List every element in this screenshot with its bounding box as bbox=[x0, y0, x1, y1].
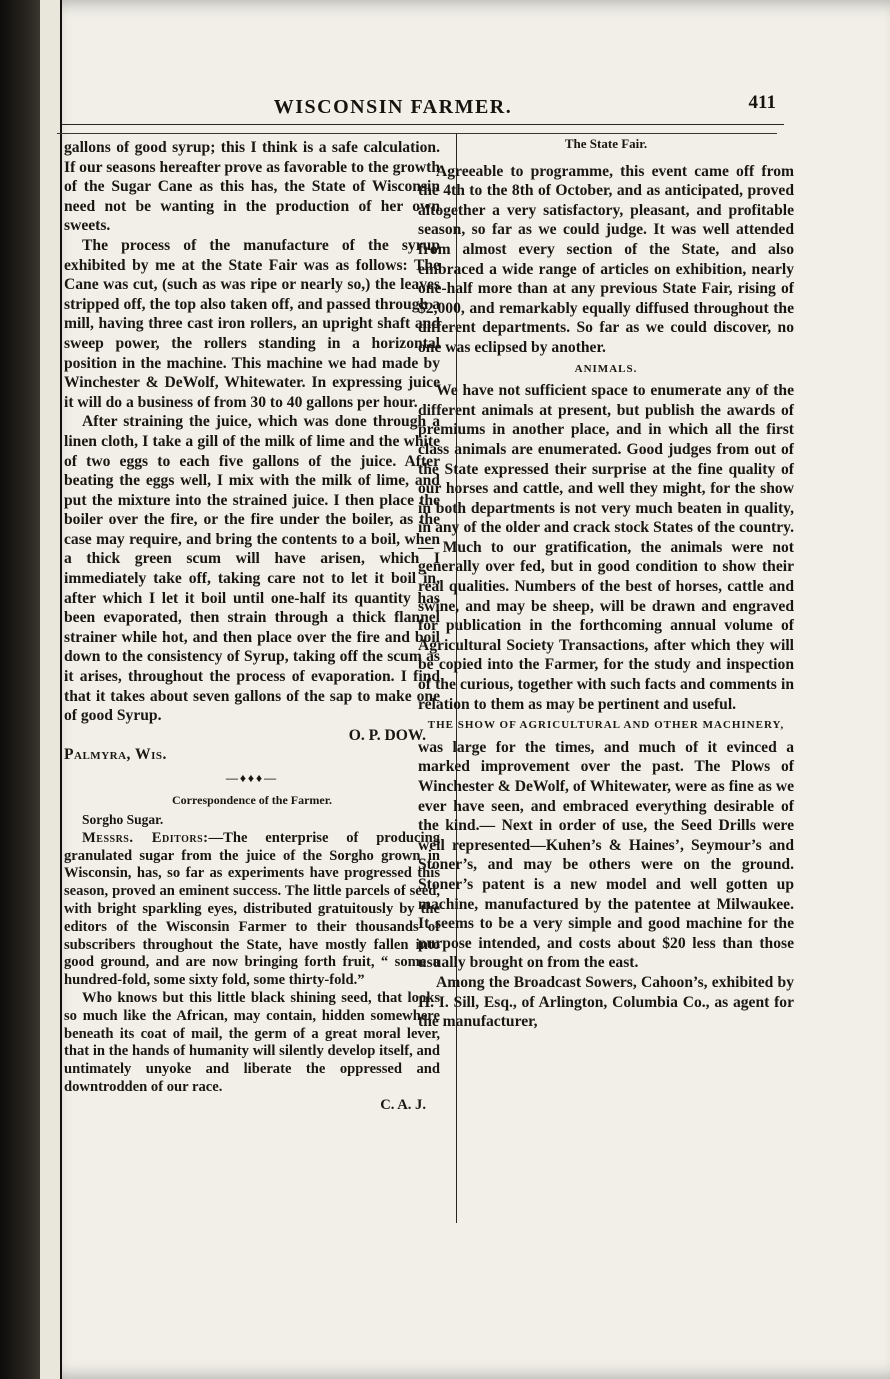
running-head: WISCONSIN FARMER. bbox=[273, 96, 513, 118]
right-column bbox=[418, 134, 794, 1032]
paragraph: Who knows but this little black shining seed, that looks so much like the African, may contain, hidden somewhere beneath its coat of mail, the germ of a great moral lever, that in the hands of humanity will silently develop itself, and untimately unyoke and liberate the oppressed and downtrodden of our race. bbox=[64, 989, 440, 1095]
paragraph: After straining the juice, which was done through a linen cloth, I take a gill of the milk of lime and the white of two eggs to each five gallons of the juice. After beating the eggs well, I mix with the milk of lime, and put the mixture into the strained juice. I then place the boiler over the fire, or the fire under the boiler, as the case may require, and bring the contents to a boil, when a thick green scum will have arisen, which I immediately take off, taking care not to let it boil in, after which I let it boil until one-half its quantity has been evaporated, then strain through a thick flannel strainer while hot, and then place over the fire and boil down to the consistency of Syrup, taking off the scum as it arises, throughout the process of evaporation. I find that it takes about seven gallons of the sap to make one of good Syrup. bbox=[64, 413, 440, 725]
paragraph: The process of the manufacture of the syrup exhibited by me at the State Fair was as follows: The Cane was cut, (such as was ripe or nearly so,) the leaves stripped off, the top also taken off, and passed through a mill, having three cast iron rollers, an upright shaft and sweep power, the rollers standing in a horizontal position in the machine. This machine we had made by Winchester & DeWolf, Whitewater. In expressing juice it will do a business of from 30 to 40 gallons per hour. bbox=[64, 236, 440, 411]
salutation: Messrs. Editors: bbox=[82, 829, 209, 846]
paragraph: Agreeable to programme, this event came off from the 4th to the 8th of October, and as anticipated, proved altogether a very satisfactory, pleasant, and profitable season, so far as we could judge. It was well attended from almost every section of the State, and also embraced a wide range of articles on exhibition, nearly one-half more than at any previous State Fair, rising of $2,000, and remarkably equally diffused throughout the different departments. So far as we could discover, no one was eclipsed by another. bbox=[418, 162, 794, 356]
signature: O. P. DOW. bbox=[348, 726, 426, 744]
signature: C. A. J. bbox=[380, 1096, 426, 1113]
paragraph: We have not sufficient space to enumerate any of the different animals at present, but publish the awards of premiums in another place, and in which all the first class animals are enumerated. Good judges from out of the State expressed their surprise at the fine quality of our horses and cattle, and well they might, for the show in both departments is not very much beaten in quality, in any of the older and crack stock States of the country.— Much to our gratification, the animals were not generally over fed, but in good condition to show their real qualities. Numbers of the best of horses, cattle and swine, and may be sheep, will be drawn and engraved for publication in the forthcoming annual volume of Agricultural Society Transactions, after which they will be copied into the Farmer, for the study and inspection of the curious, together with such facts and comments in relation to them as may be pertinent and useful. bbox=[418, 382, 794, 713]
paragraph: gallons of good syrup; this I think is a safe calculation. If our seasons hereafter prove as favorable to the growth of the Sugar Cane as this has, the State of Wisconsin need not be wanting in the production of her own sweets. bbox=[64, 139, 440, 235]
page-edge bbox=[40, 0, 62, 1379]
paragraph: Among the Broadcast Sowers, Cahoon’s, exhibited by H. I. Sill, Esq., of Arlington, Columbia Co., as agent for the manufacturer, bbox=[418, 973, 794, 1031]
section-ornament: —♦♦♦— bbox=[225, 771, 279, 785]
paragraph bbox=[64, 830, 440, 990]
page-number: 411 bbox=[748, 92, 776, 113]
page-header bbox=[62, 92, 784, 125]
article-title: The State Fair. bbox=[564, 136, 648, 151]
section-heading: THE SHOW OF AGRICULTURAL AND OTHER MACHINERY, bbox=[427, 719, 785, 732]
dateline: Palmyra, Wis. bbox=[64, 746, 167, 764]
correspondence-heading: Correspondence of the Farmer. bbox=[172, 792, 332, 807]
paragraph: was large for the times, and much of it evinced a marked improvement over the past. The Plows of Winchester & DeWolf, of Whitewater, were as fine as we ever have seen, and embraced everything desirable of the kind.— Next in order of use, the Seed Drills were well represented—Kuhen’s & Haines’, Seymour’s and Stoner’s, and may be others were on the ground. Stoner’s patent is a new model and well gotten up machine, manufactured by the patentee at Milwaukee. It seems to be a very simple and good machine for the purpose intended, and costs about $20 less than those usually brought on from the east. bbox=[418, 738, 794, 972]
left-column bbox=[64, 138, 440, 1115]
section-heading: ANIMALS. bbox=[574, 362, 638, 375]
article-subheading: Sorgho Sugar. bbox=[82, 812, 164, 828]
paragraph-text: —The enterprise of producing granulated sugar from the juice of the Sorgho grown in Wisconsin, has, so far as experiments have progressed this season, proved an eminent success. The little parcels of seed, with bright sparkling eyes, distributed gratuitously by the editors of the Wisconsin Farmer to their thousands of subscribers throughout the State, have mostly fallen into good ground, and are now bringing forth fruit, “ some a hundred-fold, some sixty fold, some thirty-fold.” bbox=[64, 829, 440, 989]
